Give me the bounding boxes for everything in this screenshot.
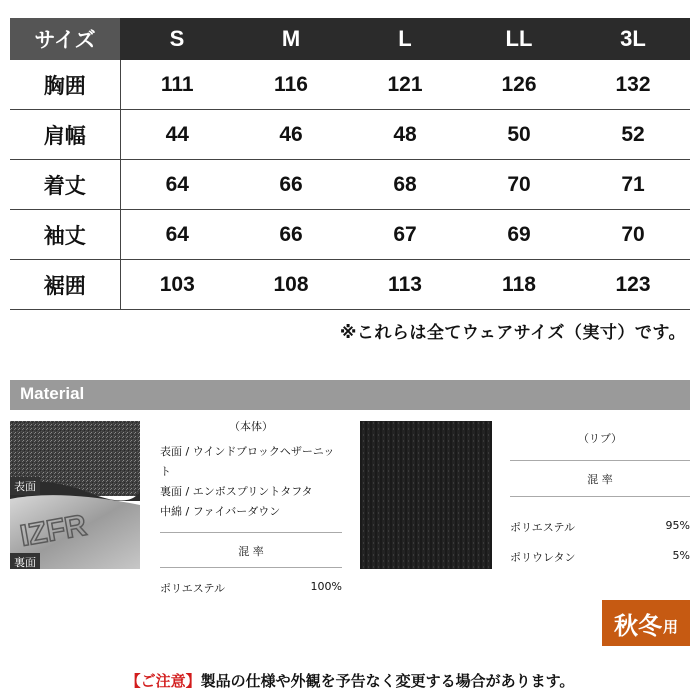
- table-cell: 116: [234, 60, 348, 110]
- composition-pct: 5%: [672, 549, 690, 562]
- main-line: 裏面 / エンボスプリントタフタ: [160, 485, 313, 498]
- season-badge-suffix: 用: [662, 617, 678, 636]
- main-line: 中綿 / ファイバーダウン: [160, 505, 281, 518]
- front-tag: 表面: [10, 477, 40, 495]
- notice: [0, 670, 700, 691]
- composition-name: ポリウレタン: [510, 551, 576, 564]
- print-logo: IZFR: [17, 508, 90, 553]
- size-header-row: [10, 18, 690, 60]
- composition-pct: 100%: [310, 580, 342, 593]
- main-ratio-label: 混 率: [238, 545, 264, 558]
- main-heading: （本体）: [229, 420, 273, 433]
- table-cell: 70: [576, 210, 690, 260]
- main-lines: [160, 442, 342, 522]
- table-cell: 44: [120, 110, 234, 160]
- table-cell: 48: [348, 110, 462, 160]
- table-cell: 69: [462, 210, 576, 260]
- size-note: ※これらは全てウェアサイズ（実寸）です。: [339, 323, 686, 343]
- composition-row: [510, 535, 690, 565]
- table-cell: 118: [462, 260, 576, 310]
- back-tag: 裏面: [10, 553, 40, 569]
- composition-name: ポリエステル: [160, 582, 226, 595]
- table-cell: 68: [348, 160, 462, 210]
- table-cell: 66: [234, 210, 348, 260]
- table-row: [10, 210, 690, 260]
- material-title: Material: [20, 384, 85, 403]
- material-section-header: [10, 380, 690, 410]
- composition-row: [510, 497, 690, 535]
- size-table: [10, 18, 690, 310]
- table-cell: 66: [234, 160, 348, 210]
- table-row: [10, 160, 690, 210]
- main-line: 表面 / ウインドブロックヘザーニット: [160, 445, 335, 478]
- table-cell: 108: [234, 260, 348, 310]
- table-cell: 111: [120, 60, 234, 110]
- table-row: [10, 60, 690, 110]
- table-cell: 50: [462, 110, 576, 160]
- size-header-ll: LL: [462, 18, 576, 60]
- table-cell: 121: [348, 60, 462, 110]
- fabric-photo-image: [10, 421, 140, 569]
- row-label: 胸囲: [10, 60, 120, 110]
- notice-prefix: 【ご注意】: [125, 672, 201, 690]
- rib-material-spec: [510, 430, 690, 565]
- table-row: [10, 110, 690, 160]
- composition-row: [160, 568, 342, 596]
- table-cell: 126: [462, 60, 576, 110]
- row-label: 肩幅: [10, 110, 120, 160]
- rib-heading: （リブ）: [577, 432, 623, 445]
- rib-photo: [360, 421, 492, 569]
- table-cell: 71: [576, 160, 690, 210]
- table-cell: 64: [120, 210, 234, 260]
- table-cell: 52: [576, 110, 690, 160]
- table-cell: 64: [120, 160, 234, 210]
- table-row: [10, 260, 690, 310]
- fabric-photo: [10, 421, 140, 569]
- row-label: 着丈: [10, 160, 120, 210]
- row-label: 裾囲: [10, 260, 120, 310]
- season-badge-main: 秋冬: [613, 611, 662, 640]
- rib-photo-image: [360, 421, 492, 569]
- table-cell: 46: [234, 110, 348, 160]
- table-cell: 132: [576, 60, 690, 110]
- size-header-s: S: [120, 18, 234, 60]
- composition-pct: 95%: [665, 519, 690, 532]
- size-header-3l: 3L: [576, 18, 690, 60]
- table-cell: 70: [462, 160, 576, 210]
- table-cell: 67: [348, 210, 462, 260]
- table-cell: 113: [348, 260, 462, 310]
- main-material-spec: [160, 418, 342, 596]
- table-cell: 103: [120, 260, 234, 310]
- season-badge: [602, 600, 690, 646]
- rib-ratio-label: 混 率: [587, 473, 613, 486]
- size-header-label: サイズ: [10, 18, 120, 60]
- composition-name: ポリエステル: [510, 521, 576, 534]
- size-header-l: L: [348, 18, 462, 60]
- row-label: 袖丈: [10, 210, 120, 260]
- size-header-m: M: [234, 18, 348, 60]
- notice-text: 製品の仕様や外観を予告なく変更する場合があります。: [200, 672, 575, 690]
- table-cell: 123: [576, 260, 690, 310]
